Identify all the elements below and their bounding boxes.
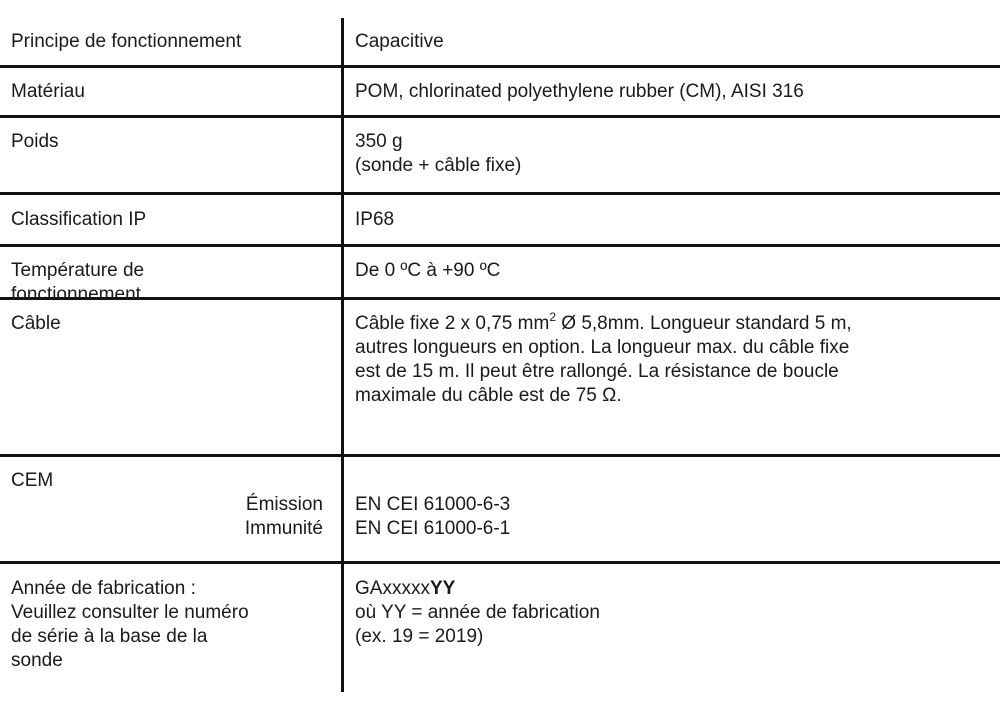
value-text-part: Ø 5,8mm. Longueur standard 5 m, <box>556 313 852 334</box>
row-value-principle <box>355 30 995 54</box>
value-text: maximale du câble est de 75 Ω. <box>355 385 622 406</box>
value-text: (ex. 19 = 2019) <box>355 626 484 647</box>
label-text: Année de fabrication : <box>11 578 196 599</box>
row-label-manufacture-year <box>11 577 331 673</box>
value-text: où YY = année de fabrication <box>355 602 600 623</box>
row-value-material <box>355 80 995 104</box>
value-text: est de 15 m. Il peut être rallongé. La résistance de boucle <box>355 361 839 382</box>
row-value-manufacture-year <box>355 577 995 649</box>
label-text: Poids <box>11 131 59 152</box>
row-label-weight <box>11 130 331 154</box>
row-value-temperature <box>355 259 995 283</box>
value-text: EN CEI 61000-6-1 <box>355 518 511 539</box>
label-text: sonde <box>11 650 63 671</box>
row-value-cable <box>355 309 1000 408</box>
row-label-emc <box>11 469 331 541</box>
superscript: 2 <box>549 309 556 324</box>
label-text: fonctionnement <box>11 284 141 305</box>
label-text: Classification IP <box>11 209 147 230</box>
label-text: Principe de fonctionnement <box>11 31 242 52</box>
value-text: 350 g <box>355 131 403 152</box>
value-text: De 0 ºC à +90 ºC <box>355 260 501 281</box>
label-text: Câble <box>11 313 61 334</box>
serial-year-code: YY <box>429 578 456 599</box>
row-label-cable <box>11 312 331 336</box>
value-text: POM, chlorinated polyethylene rubber (CM), AISI 316 <box>355 81 804 102</box>
row-value-weight <box>355 130 995 178</box>
column-divider <box>341 18 344 692</box>
label-text: Matériau <box>11 81 85 102</box>
label-text: CEM <box>11 470 54 491</box>
value-text: Capacitive <box>355 31 444 52</box>
row-label-ip-rating <box>11 208 331 232</box>
row-divider <box>0 454 1000 457</box>
row-divider <box>0 115 1000 118</box>
value-text: EN CEI 61000-6-3 <box>355 494 511 515</box>
serial-prefix: GAxxxxx <box>355 578 430 599</box>
row-label-temperature <box>11 259 331 307</box>
row-divider <box>0 561 1000 564</box>
row-divider <box>0 65 1000 68</box>
label-text: de série à la base de la <box>11 626 208 647</box>
row-divider <box>0 244 1000 247</box>
row-label-principle <box>11 30 331 54</box>
value-text-part: Câble fixe 2 x 0,75 mm <box>355 313 550 334</box>
row-label-material <box>11 80 331 104</box>
row-value-ip-rating <box>355 208 995 232</box>
value-text: (sonde + câble fixe) <box>355 155 522 176</box>
row-value-emc <box>355 493 995 541</box>
value-text <box>355 309 1000 336</box>
value-text: IP68 <box>355 209 395 230</box>
label-text: Température de <box>11 260 145 281</box>
value-text <box>355 577 995 601</box>
row-divider <box>0 192 1000 195</box>
label-subtext-immunity: Immunité <box>244 518 323 539</box>
label-subtext-emission: Émission <box>245 494 323 515</box>
value-text: autres longueurs en option. La longueur max. du câble fixe <box>355 337 850 358</box>
label-text: Veuillez consulter le numéro <box>11 602 249 623</box>
